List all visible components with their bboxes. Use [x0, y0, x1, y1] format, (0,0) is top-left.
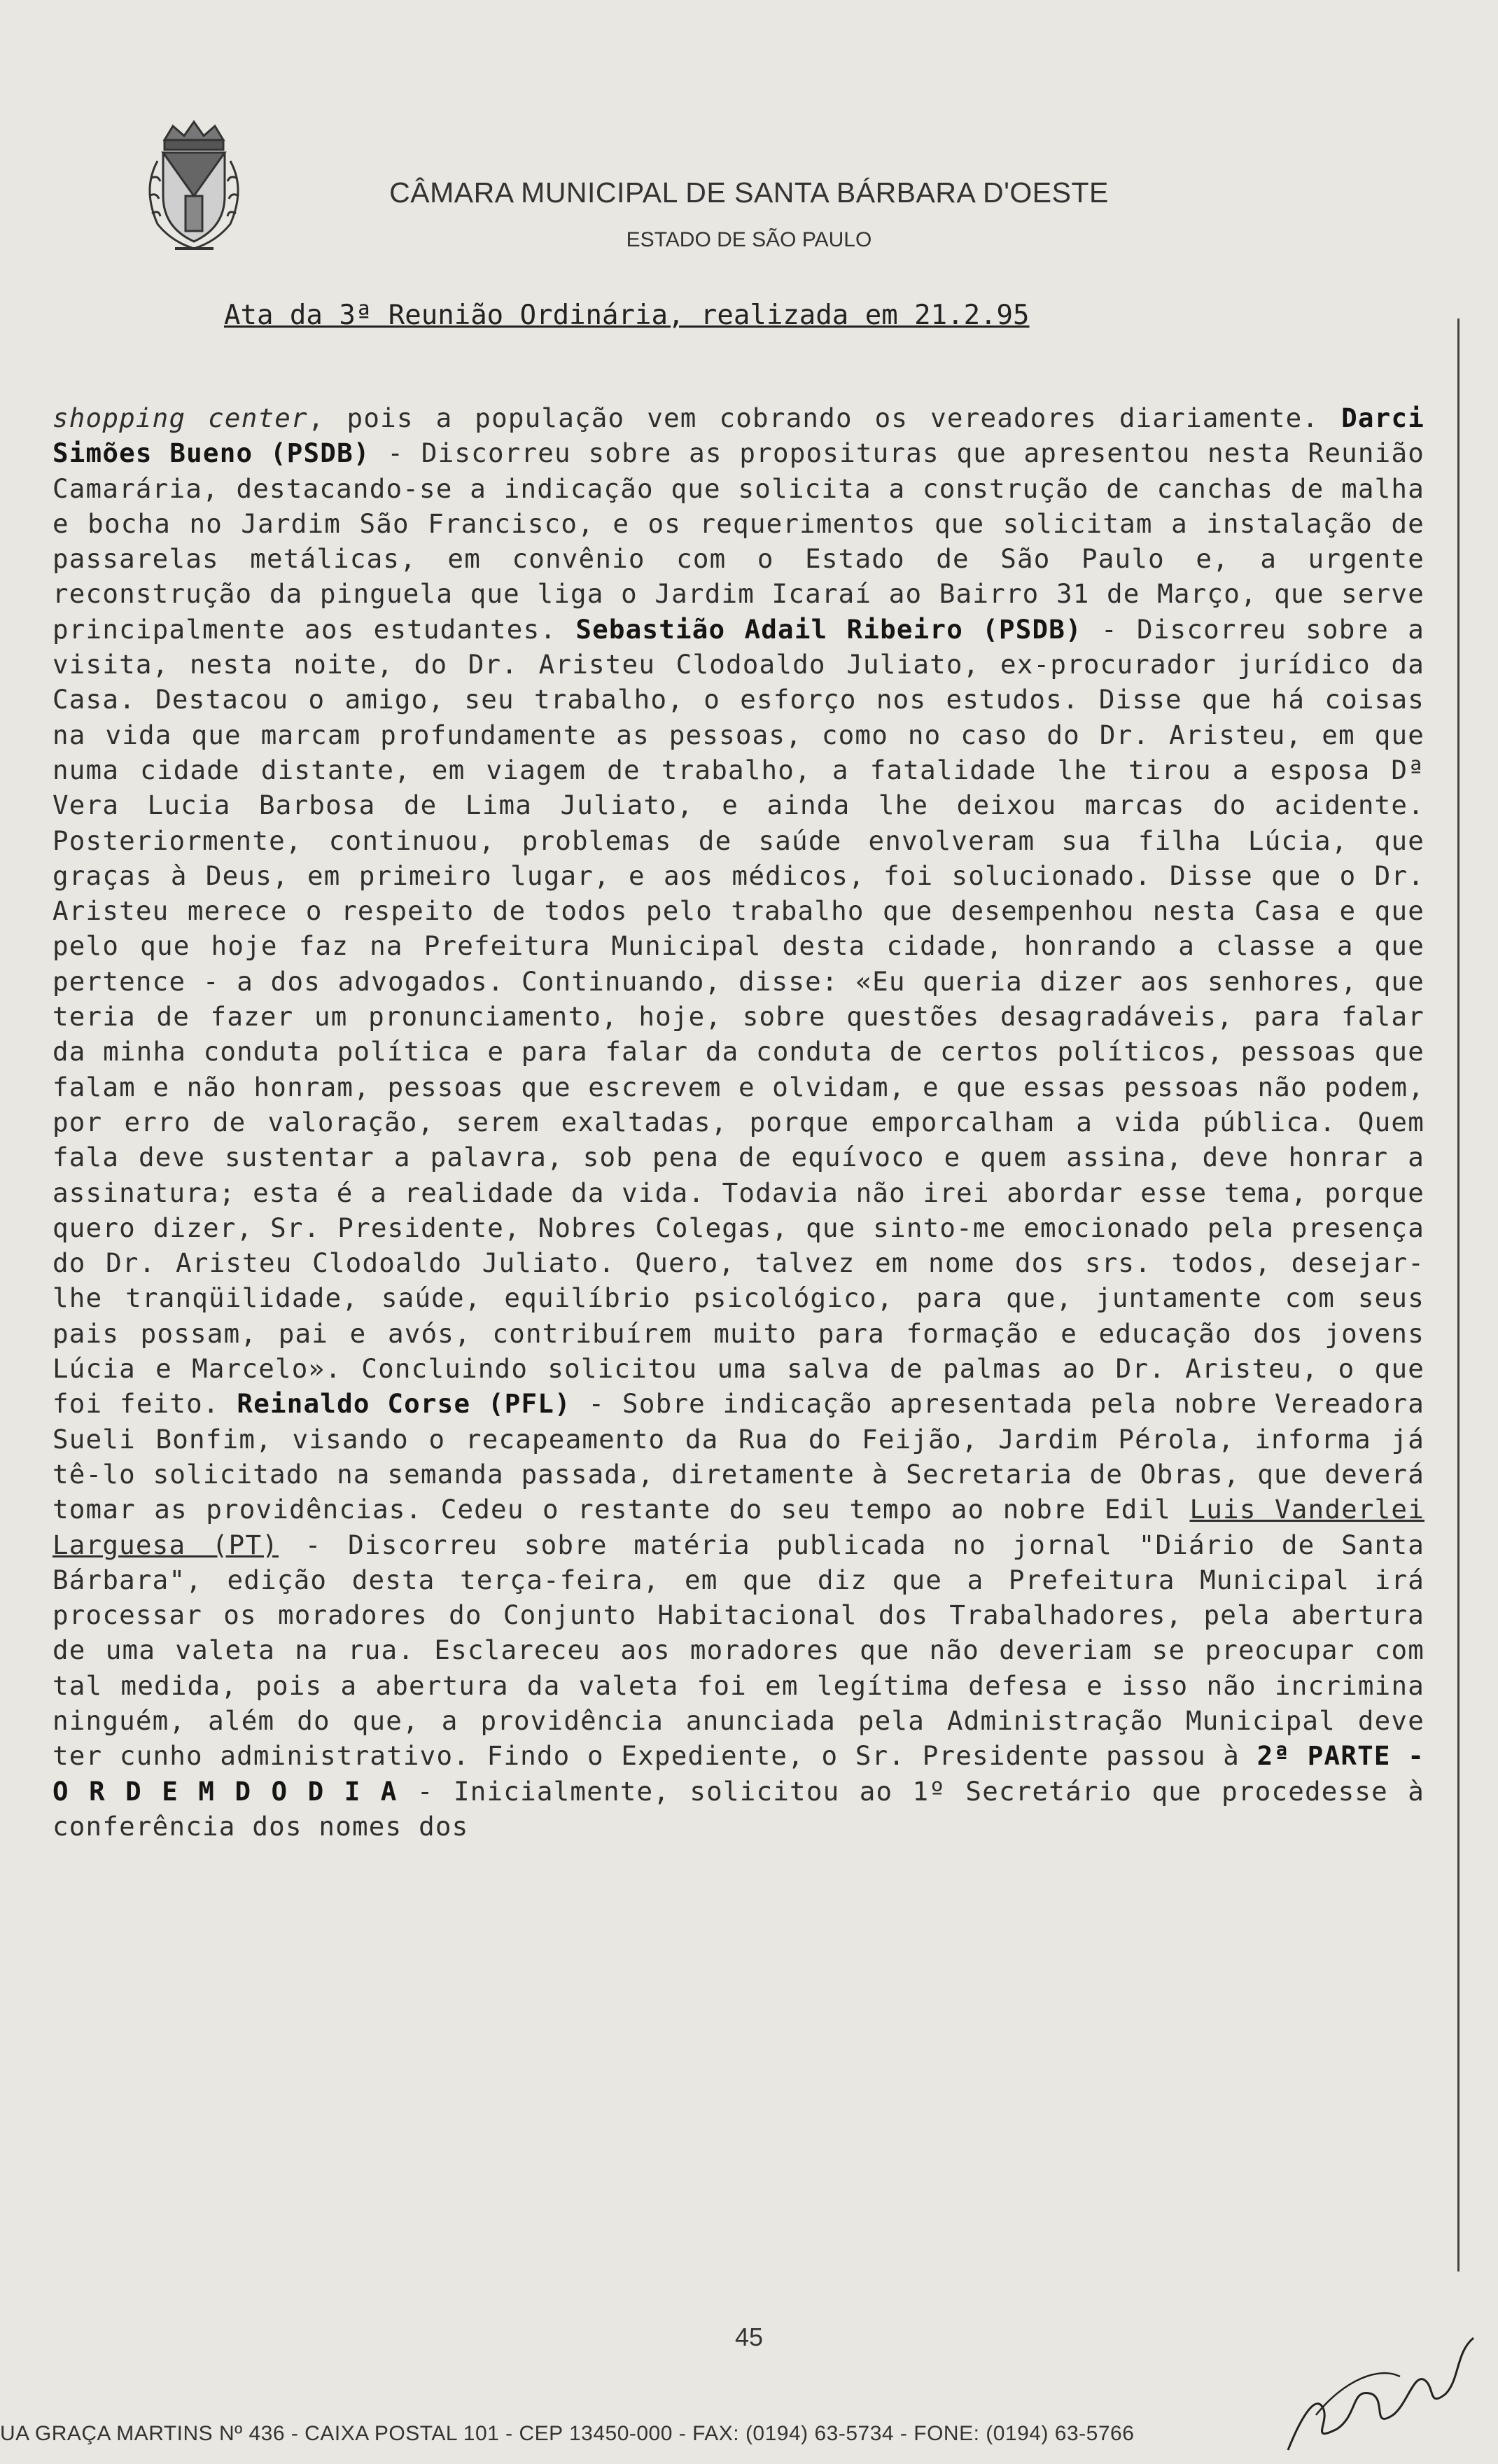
speaker-name-underlined: Luis Vanderlei Larguesa (PT)	[52, 1494, 1424, 1560]
minutes-title: Ata da 3ª Reunião Ordinária, realizada em 21.2.95	[224, 300, 1030, 331]
body-segment: - Sobre indicação apresentada pela nobre Vereadora Sueli Bonfim, visando o recapeamento da Rua do Feijão, Jardim Pérola, informa já tê-lo solicitado na semanda passada, diretamente à Secretaria de Obras, que deverá tomar as providências. Cedeu o restante do seu tempo ao nobre Edil	[52, 1388, 1425, 1525]
handwritten-signature-icon	[1274, 2310, 1484, 2460]
speaker-name: Darci Simões Bueno (PSDB)	[52, 402, 1425, 469]
body-segment: - Discorreu sobre matéria publicada no jornal "Diário de Santa Bárbara", edição desta terça-feira, em que diz que a Prefeitura Municipal irá processar os moradores do Conjunto Habitacional dos Trabalhadores, pela abertura de uma valeta na rua. Esclareceu aos moradores que não deveriam se preocupar com tal medida, pois a abertura da valeta foi em legítima defesa e isso não incrimina ninguém, além do que, a providência anunciada pela Administração Municipal deve ter cunho administrativo. Findo o Expediente, o Sr. Presidente passou à	[52, 1529, 1424, 1772]
margin-rule	[1457, 318, 1460, 2272]
footer-address: UA GRAÇA MARTINS Nº 436 - CAIXA POSTAL 101 - CEP 13450-000 - FAX: (0194) 63-5734 - FONE: (0194) 63-5766	[0, 2422, 1135, 2445]
body-segment: - Inicialmente, solicitou ao 1º Secretário que procedesse à conferência dos nomes dos	[52, 1775, 1424, 1842]
minutes-body	[52, 400, 1424, 1844]
body-segment: shopping center	[52, 402, 308, 433]
state-name: ESTADO DE SÃO PAULO	[626, 228, 872, 251]
section-heading: 2ª PARTE - O R D E M D O D I A	[52, 1740, 1424, 1807]
page-number: 45	[734, 2323, 764, 2351]
body-segment: - Discorreu sobre as proposituras que apresentou nesta Reunião Camarária, destacando-se a indicação que solicita a construção de canchas de malha e bocha no Jardim São Francisco, e os requerimentos que solicitam a instalação de passarelas metálicas, em convênio com o Estado de São Paulo e, a urgente reconstrução da pinguela que liga o Jardim Icaraí ao Bairro 31 de Março, que serve principalmente aos estudantes.	[52, 438, 1424, 645]
body-segment: , pois a população vem cobrando os vereadores diariamente.	[307, 402, 1342, 433]
body-segment: - Discorreu sobre a visita, nesta noite, do Dr. Aristeu Clodoaldo Juliato, ex-procurador jurídico da Casa. Destacou o amigo, seu trabalho, o esforço nos estudos. Disse que há coisas na vida que marcam profundamente as pessoas, como no caso do Dr. Aristeu, em que numa cidade distante, em viagem de trabalho, a fatalidade lhe tirou a esposa Dª Vera Lucia Barbosa de Lima Juliato, e ainda lhe deixou marcas do acidente. Posteriormente, continuou, problemas de saúde envolveram sua filha Lúcia, que graças à Deus, em primeiro lugar, e aos médicos, foi solucionado. Disse que o Dr. Aristeu merece o respeito de todos pelo trabalho que desempenhou nesta Casa e que pelo que hoje faz na Prefeitura Municipal desta cidade, honrando a classe a que pertence - a dos advogados. Continuando, disse: «Eu queria dizer aos senhores, que teria de fazer um pronunciamento, hoje, sobre questões desagradáveis, para falar da minha conduta política e para falar da conduta de certos políticos, pessoas que falam e não honram, pessoas que escrevem e olvidam, e que essas pessoas não podem, por erro de valoração, serem exaltadas, porque emporcalham a vida pública. Quem fala deve sustentar a palavra, sob pena de equívoco e quem assina, deve honrar a assinatura; esta é a realidade da vida. Todavia não irei abordar esse tema, porque quero dizer, Sr. Presidente, Nobres Colegas, que sinto-me emocionado pela presença do Dr. Aristeu Clodoaldo Juliato. Quero, talvez em nome dos srs. todos, desejar-lhe tranqüilidade, saúde, equilíbrio psicológico, para que, juntamente com seus pais possam, pai e avós, contribuírem muito para formação e educação dos jovens Lúcia e Marcelo». Concluindo solicitou uma salva de palmas ao Dr. Aristeu, o que foi feito.	[52, 613, 1425, 1420]
chamber-name: CÂMARA MUNICIPAL DE SANTA BÁRBARA D'OESTE	[389, 176, 1109, 209]
speaker-name: Reinaldo Corse (PFL)	[237, 1388, 571, 1420]
speaker-name: Sebastião Adail Ribeiro (PSDB)	[575, 613, 1082, 645]
